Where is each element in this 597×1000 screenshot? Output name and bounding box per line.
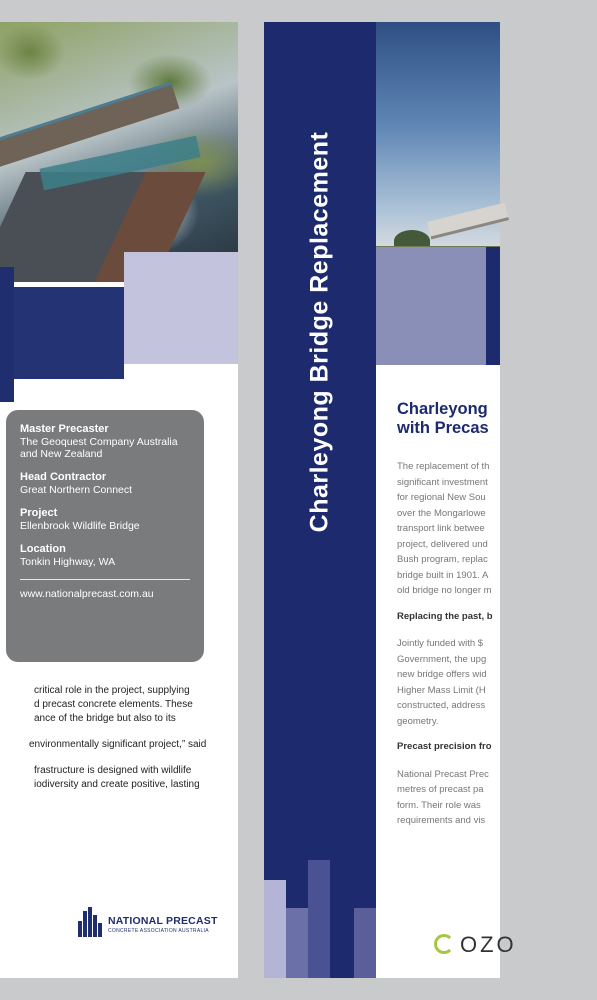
logo-tagline: CONCRETE ASSOCIATION AUSTRALIA: [108, 928, 209, 934]
title-line: with Precas: [397, 419, 489, 437]
logo-name: NATIONAL PRECAST: [108, 915, 218, 927]
subheading: Replacing the past, b: [397, 610, 493, 622]
article-body: [397, 459, 597, 839]
body-line: frastructure is designed with wildlife: [34, 765, 192, 776]
info-value: The Geoquest Company Australia and New Zealand: [20, 436, 178, 460]
decor-block-navy: [486, 247, 500, 365]
info-value: Tonkin Highway, WA: [20, 556, 116, 568]
paragraph: National Precast Prec metres of precast pa form. Their role was requirements and vis: [397, 768, 489, 826]
paragraph: The replacement of th significant investment for regional New Sou over the Mongarlowe transport link betwee project, delivered und Bush program, replac bridge built in 1901. A old bridge no longer m: [397, 461, 492, 596]
info-item-head-contractor: [20, 471, 190, 496]
body-line: critical role in the project, supplying: [34, 685, 190, 696]
article-title: [397, 400, 597, 438]
website-link[interactable]: www.nationalprecast.com.au: [20, 588, 154, 600]
title-spine: [264, 22, 376, 978]
wildlife-bridge-aerial-photo: [0, 22, 238, 257]
body-line: environmentally significant project,” said: [29, 739, 207, 750]
subheading: Precast precision fro: [397, 741, 492, 752]
decor-block-navy-2: [14, 287, 124, 379]
info-value: Ellenbrook Wildlife Bridge: [20, 520, 140, 532]
paragraph: Jointly funded with $ Government, the upg new bridge offers wid Higher Mass Limit (H constructed, address geometry.: [397, 638, 487, 727]
info-label: Master Precaster: [20, 423, 109, 435]
info-item-master-precaster: [20, 423, 190, 460]
info-item-location: [20, 543, 190, 568]
ozo-sponsor-logo: OZO: [434, 932, 517, 958]
spine-title: Charleyong Bridge Replacement: [305, 131, 334, 533]
decor-block-slate: [376, 247, 486, 365]
left-body-text: [0, 684, 230, 804]
body-line: iodiversity and create positive, lasting: [34, 779, 200, 790]
decor-block-lavender: [124, 252, 238, 364]
ozo-ring-icon: [434, 934, 454, 954]
decor-block-navy: [0, 267, 14, 402]
charleyong-bridge-photo: [376, 22, 500, 252]
left-page: [0, 22, 238, 978]
project-info-card: [6, 410, 204, 662]
precast-bars-icon: [78, 907, 104, 937]
title-line: Charleyong: [397, 400, 488, 418]
info-value: Great Northern Connect: [20, 484, 133, 496]
body-line: ance of the bridge but also to its: [34, 713, 176, 724]
info-item-project: [20, 507, 190, 532]
national-precast-logo: [78, 907, 218, 943]
right-page: [264, 22, 517, 978]
info-label: Project: [20, 507, 58, 519]
divider: [20, 579, 190, 580]
info-label: Location: [20, 543, 66, 555]
body-line: d precast concrete elements. These: [34, 699, 193, 710]
info-label: Head Contractor: [20, 471, 107, 483]
